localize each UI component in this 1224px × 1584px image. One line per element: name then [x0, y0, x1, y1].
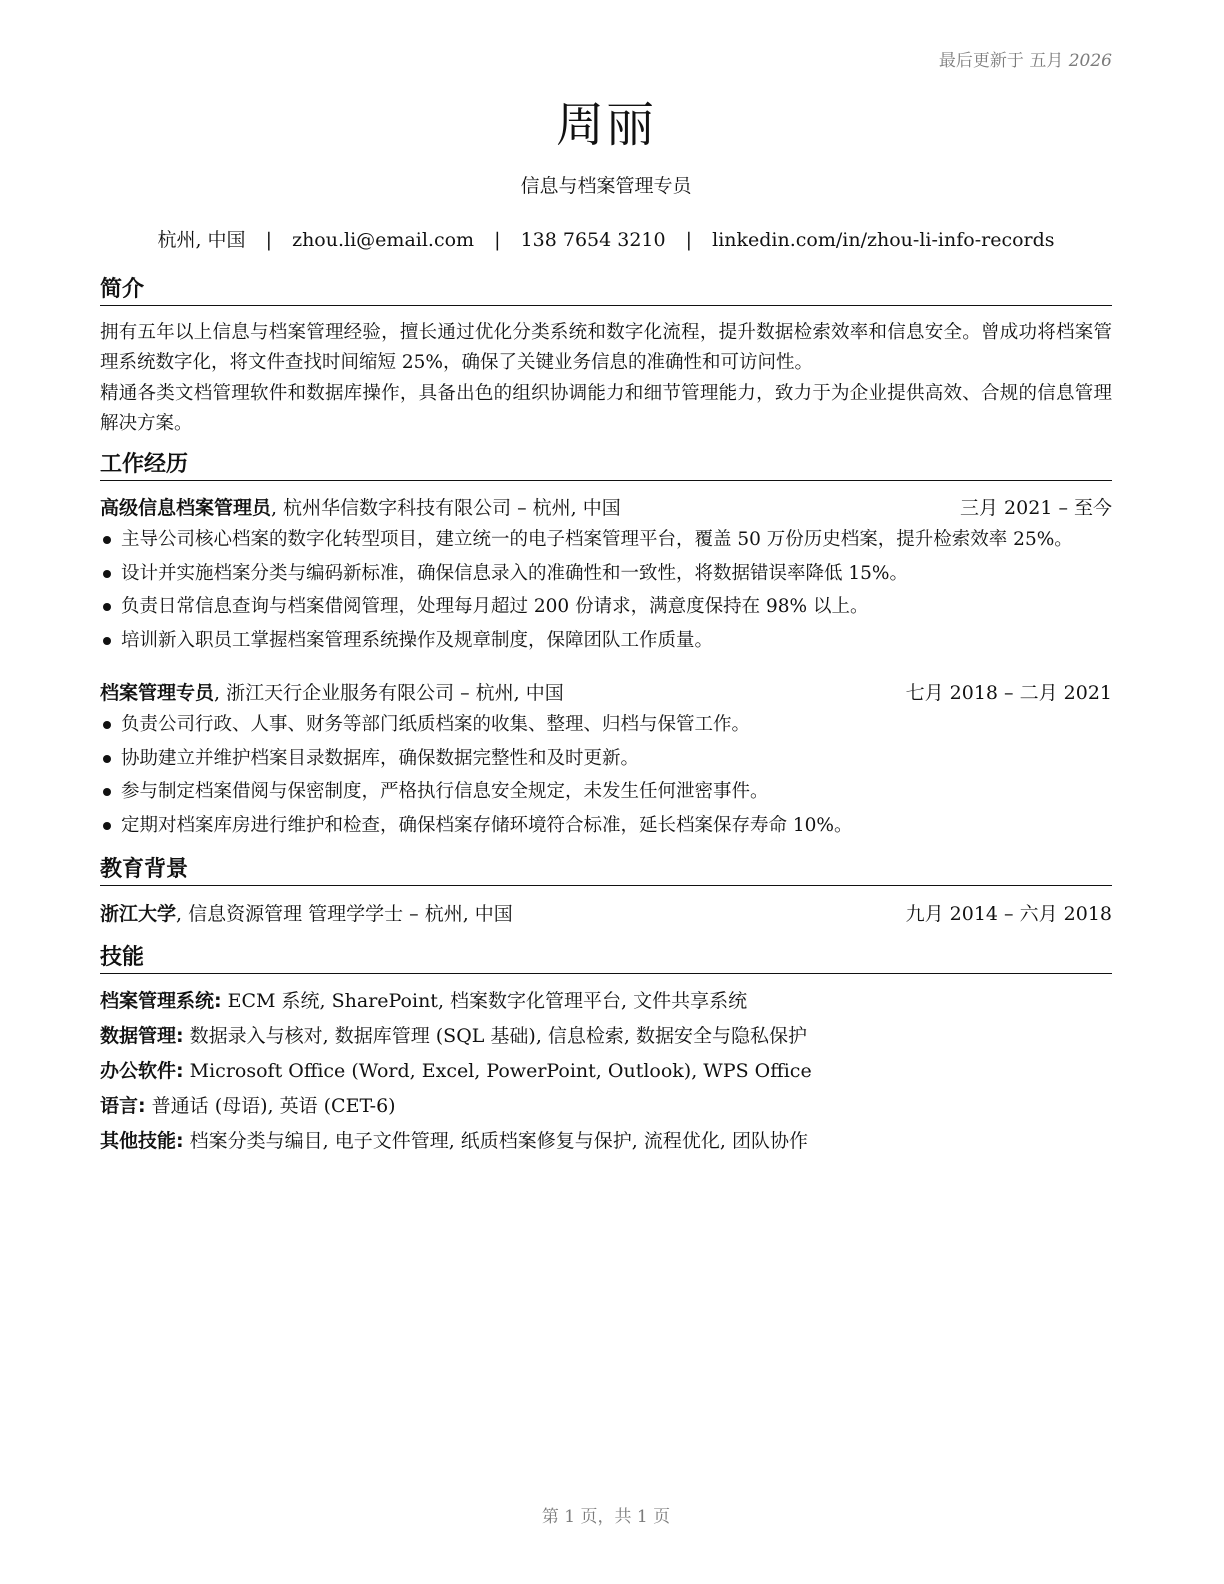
skills-section-title: 技能	[100, 945, 1112, 974]
skill-value: 档案分类与编目, 电子文件管理, 纸质档案修复与保护, 流程优化, 团队协作	[183, 1130, 808, 1152]
job-bullets	[100, 708, 1112, 842]
experience-section-title: 工作经历	[100, 452, 1112, 481]
job-bullet: 设计并实施档案分类与编码新标准，确保信息录入的准确性和一致性，将数据错误率降低 15%。	[100, 557, 1112, 591]
job-bullets	[100, 523, 1112, 657]
job-bullet: 负责公司行政、人事、财务等部门纸质档案的收集、整理、归档与保管工作。	[100, 708, 1112, 742]
candidate-name: 周丽	[555, 97, 656, 153]
skill-line	[100, 1093, 1112, 1119]
job-bullet: 负责日常信息查询与档案借阅管理，处理每月超过 200 份请求，满意度保持在 98% 以上。	[100, 590, 1112, 624]
contact-separator: |	[494, 229, 501, 251]
contact-linkedin[interactable]: linkedin.com/in/zhou-li-info-records	[712, 229, 1055, 251]
page-footer: 第 1 页，共 1 页	[541, 1507, 671, 1527]
job-header	[100, 680, 1112, 706]
skill-line	[100, 1023, 1112, 1049]
contact-email[interactable]: zhou.li@email.com	[292, 229, 475, 251]
job-org: , 杭州华信数字科技有限公司 – 杭州, 中国	[271, 497, 621, 519]
skill-line	[100, 1128, 1112, 1154]
skill-line	[100, 988, 1112, 1014]
contact-line	[100, 225, 1112, 252]
job-dates: 三月 2021 – 至今	[960, 497, 1112, 519]
job-header	[100, 495, 1112, 521]
job-role: 高级信息档案管理员	[100, 497, 272, 519]
job-org: , 浙江天行企业服务有限公司 – 杭州, 中国	[214, 682, 564, 704]
candidate-headline: 信息与档案管理专员	[520, 175, 692, 197]
job-bullet: 协助建立并维护档案目录数据库，确保数据完整性和及时更新。	[100, 742, 1112, 776]
education-dates: 九月 2014 – 六月 2018	[905, 903, 1112, 925]
job-dates: 七月 2018 – 二月 2021	[905, 682, 1112, 704]
contact-separator: |	[265, 229, 273, 251]
skill-value: 普通话 (母语), 英语 (CET-6)	[145, 1095, 396, 1117]
education-section-title: 教育背景	[100, 857, 1112, 886]
job-bullet: 培训新入职员工掌握档案管理系统操作及规章制度，保障团队工作质量。	[100, 624, 1112, 658]
skill-line	[100, 1058, 1112, 1084]
skill-key: 语言:	[100, 1095, 146, 1117]
education-entry	[100, 901, 1112, 927]
skill-key: 档案管理系统:	[100, 990, 222, 1012]
contact-location: 杭州, 中国	[157, 229, 246, 251]
last-updated-label: 最后更新于 五月	[938, 51, 1064, 71]
education-detail: , 信息资源管理 管理学学士 – 杭州, 中国	[176, 903, 513, 925]
skill-value: ECM 系统, SharePoint, 档案数字化管理平台, 文件共享系统	[221, 990, 748, 1012]
skill-key: 办公软件:	[100, 1060, 184, 1082]
skill-key: 数据管理:	[100, 1025, 184, 1047]
summary-paragraph-2: 精通各类文档管理软件和数据库操作，具备出色的组织协调能力和细节管理能力，致力于为企业提供高效、合规的信息管理解决方案。	[100, 383, 1112, 434]
skill-key: 其他技能:	[100, 1130, 184, 1152]
resume-page	[100, 0, 1112, 1584]
education-school: 浙江大学	[100, 903, 177, 925]
contact-separator: |	[685, 229, 693, 251]
summary-section-title: 简介	[100, 277, 1112, 306]
contact-phone[interactable]: 138 7654 3210	[520, 229, 666, 251]
skill-value: Microsoft Office (Word, Excel, PowerPoint, Outlook), WPS Office	[183, 1060, 812, 1082]
summary-paragraph-1: 拥有五年以上信息与档案管理经验，擅长通过优化分类系统和数字化流程，提升数据检索效率和信息安全。曾成功将档案管理系统数字化，将文件查找时间缩短 25%，确保了关键业务信息的准确性和可访问性。	[100, 322, 1112, 373]
job-bullet: 定期对档案库房进行维护和检查，确保档案存储环境符合标准，延长档案保存寿命 10%。	[100, 809, 1112, 843]
job-bullet: 主导公司核心档案的数字化转型项目，建立统一的电子档案管理平台，覆盖 50 万份历史档案，提升检索效率 25%。	[100, 523, 1112, 557]
skill-value: 数据录入与核对, 数据库管理 (SQL 基础), 信息检索, 数据安全与隐私保护	[183, 1025, 808, 1047]
job-bullet: 参与制定档案借阅与保密制度，严格执行信息安全规定，未发生任何泄密事件。	[100, 775, 1112, 809]
job-role: 档案管理专员	[100, 682, 215, 704]
last-updated	[939, 46, 1112, 71]
last-updated-year: 2026	[1068, 51, 1112, 71]
